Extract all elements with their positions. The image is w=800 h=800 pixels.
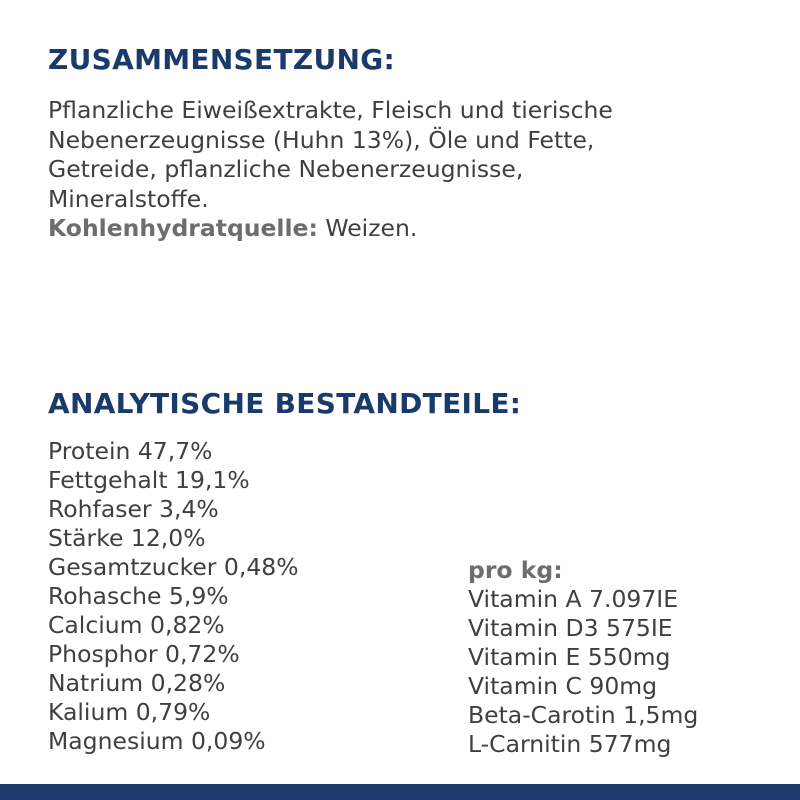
list-item: Kalium 0,79% [48, 698, 211, 726]
composition-heading: ZUSAMMENSETZUNG: [48, 43, 396, 76]
list-item: Stärke 12,0% [48, 524, 206, 552]
list-item: Protein 47,7% [48, 437, 213, 465]
list-item: Vitamin D3 575IE [468, 614, 673, 642]
list-item: Natrium 0,28% [48, 669, 226, 697]
list-item: Beta-Carotin 1,5mg [468, 701, 699, 729]
list-item: Rohasche 5,9% [48, 582, 229, 610]
carbohydrate-source-label: Kohlenhydratquelle: [48, 214, 318, 242]
list-item: Vitamin C 90mg [468, 672, 658, 700]
composition-line: Getreide, pflanzliche Nebenerzeugnisse, [48, 155, 524, 183]
list-item: Calcium 0,82% [48, 611, 225, 639]
list-item: Vitamin E 550mg [468, 643, 671, 671]
list-item: Rohfaser 3,4% [48, 495, 219, 523]
composition-line: Pflanzliche Eiweißextrakte, Fleisch und tierische [48, 96, 613, 124]
bottom-bar [0, 784, 800, 800]
vitamins-title: pro kg: [468, 556, 563, 584]
composition-line: Nebenerzeugnisse (Huhn 13%), Öle und Fette, [48, 125, 595, 154]
list-item: Vitamin A 7.097IE [468, 585, 679, 613]
vitamins-list [468, 585, 698, 759]
analytical-list [48, 437, 299, 756]
carbohydrate-source [48, 214, 748, 244]
list-item: Magnesium 0,09% [48, 727, 266, 755]
vitamins-section [468, 556, 698, 759]
carbohydrate-source-value: Weizen. [317, 214, 418, 242]
list-item: Gesamtzucker 0,48% [48, 553, 299, 581]
list-item: Phosphor 0,72% [48, 640, 240, 668]
composition-text [48, 96, 748, 244]
list-item: Fettgehalt 19,1% [48, 466, 250, 494]
analytical-heading: ANALYTISCHE BESTANDTEILE: [48, 387, 522, 420]
composition-line: Mineralstoffe. [48, 184, 209, 213]
list-item: L-Carnitin 577mg [468, 730, 672, 758]
